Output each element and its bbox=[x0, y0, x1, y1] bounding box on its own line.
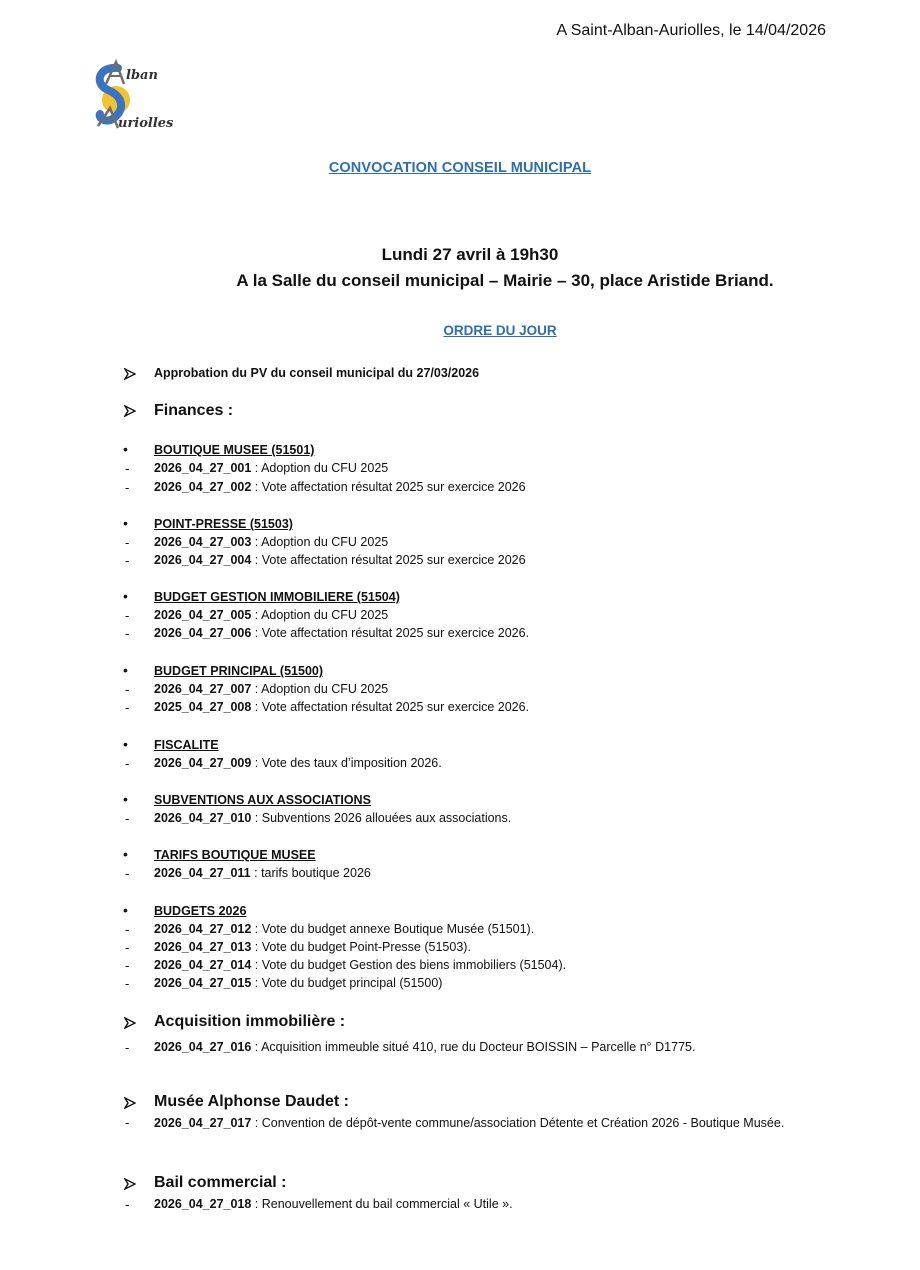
dash-bullet: - bbox=[125, 866, 130, 881]
dash-bullet: - bbox=[125, 976, 130, 991]
item-text: Adoption du CFU 2025 bbox=[261, 535, 389, 549]
bullet-dot-icon: • bbox=[123, 662, 128, 678]
dash-bullet: - bbox=[125, 700, 130, 715]
agenda-item bbox=[154, 756, 442, 770]
item-sep: : bbox=[251, 480, 262, 494]
dash-bullet: - bbox=[125, 756, 130, 771]
item-text: Vote affectation résultat 2025 sur exercice 2026 bbox=[261, 480, 526, 494]
item-text: Adoption du CFU 2025 bbox=[261, 682, 389, 696]
section-title-budgets-2026: BUDGETS 2026 bbox=[154, 904, 247, 918]
date-line: A Saint-Alban-Auriolles, le 14/04/2026 bbox=[556, 22, 826, 39]
bullet-dot-icon: • bbox=[123, 902, 128, 918]
agenda-item bbox=[154, 626, 529, 640]
item-sep: : bbox=[251, 1040, 262, 1054]
item-code: 2026_04_27_009 bbox=[154, 756, 252, 770]
dash-bullet: - bbox=[125, 811, 130, 826]
item-sep: : bbox=[251, 958, 262, 972]
item-sep: : bbox=[251, 626, 262, 640]
item-code: 2026_04_27_010 bbox=[154, 811, 252, 825]
agenda-item bbox=[154, 480, 526, 494]
dash-bullet: - bbox=[125, 553, 130, 568]
bullet-dot-icon: • bbox=[123, 588, 128, 604]
item-sep: : bbox=[251, 608, 262, 622]
section-title-fiscalite: FISCALITE bbox=[154, 738, 219, 752]
arrow-bullet-icon bbox=[124, 404, 138, 422]
item-code: 2026_04_27_007 bbox=[154, 682, 252, 696]
item-code: 2026_04_27_006 bbox=[154, 626, 252, 640]
dash-bullet: - bbox=[125, 958, 130, 973]
arrow-bullet-icon bbox=[124, 1016, 138, 1034]
item-text: Vote du budget Gestion des biens immobiliers (51504). bbox=[261, 958, 567, 972]
finances-heading: Finances : bbox=[154, 402, 234, 419]
bullet-dot-icon: • bbox=[123, 736, 128, 752]
item-sep: : bbox=[250, 866, 262, 880]
item-text: tarifs boutique 2026 bbox=[261, 866, 371, 880]
agenda-item bbox=[154, 553, 526, 567]
agenda-item bbox=[154, 1113, 846, 1133]
item-sep: : bbox=[251, 811, 262, 825]
agenda-item bbox=[154, 866, 371, 880]
agenda-item bbox=[154, 958, 566, 972]
item-text: Vote du budget annexe Boutique Musée (51501). bbox=[261, 922, 535, 936]
item-text: Vote du budget Point-Presse (51503). bbox=[261, 940, 471, 954]
agenda-item bbox=[154, 811, 511, 825]
bullet-dot-icon: • bbox=[123, 791, 128, 807]
section-title-budget-principal: BUDGET PRINCIPAL (51500) bbox=[154, 664, 324, 678]
section-title-boutique-musee: BOUTIQUE MUSEE (51501) bbox=[154, 443, 315, 457]
item-code: 2026_04_27_011 bbox=[154, 866, 251, 880]
dash-bullet: - bbox=[125, 461, 130, 476]
logo-text-top: lban bbox=[126, 68, 158, 83]
approbation-item: Approbation du PV du conseil municipal du 27/03/2026 bbox=[154, 366, 480, 380]
item-code: 2026_04_27_012 bbox=[154, 922, 252, 936]
agenda-item bbox=[154, 682, 388, 696]
item-code: 2026_04_27_013 bbox=[154, 940, 252, 954]
item-sep: : bbox=[251, 940, 262, 954]
bail-heading: Bail commercial : bbox=[154, 1174, 287, 1191]
dash-bullet: - bbox=[125, 1197, 130, 1212]
dash-bullet: - bbox=[125, 608, 130, 623]
arrow-bullet-icon bbox=[124, 1177, 138, 1195]
agenda-item bbox=[154, 1040, 695, 1054]
musee-heading: Musée Alphonse Daudet : bbox=[154, 1093, 349, 1110]
dash-bullet: - bbox=[125, 1040, 130, 1055]
item-code: 2026_04_27_005 bbox=[154, 608, 252, 622]
dash-bullet: - bbox=[125, 626, 130, 641]
item-text: Acquisition immeuble situé 410, rue du Docteur BOISSIN – Parcelle n° D1775. bbox=[261, 1040, 696, 1054]
agenda-item bbox=[154, 940, 471, 954]
bullet-dot-icon: • bbox=[123, 846, 128, 862]
item-text: Vote affectation résultat 2025 sur exercice 2026 bbox=[261, 553, 526, 567]
agenda-item bbox=[154, 922, 534, 936]
commune-logo bbox=[92, 56, 192, 138]
bullet-dot-icon: • bbox=[123, 515, 128, 531]
arrow-bullet-icon bbox=[124, 367, 138, 385]
agenda-item bbox=[154, 535, 388, 549]
document-title bbox=[0, 159, 920, 177]
item-text: Adoption du CFU 2025 bbox=[261, 608, 389, 622]
item-text: Subventions 2026 allouées aux associations. bbox=[261, 811, 512, 825]
item-sep: : bbox=[251, 976, 262, 990]
dash-bullet: - bbox=[125, 922, 130, 937]
item-code: 2026_04_27_004 bbox=[154, 553, 252, 567]
item-sep: : bbox=[251, 922, 262, 936]
arrow-bullet-icon bbox=[124, 1096, 138, 1114]
item-code: 2026_04_27_002 bbox=[154, 480, 252, 494]
item-sep: : bbox=[251, 682, 262, 696]
section-title-subventions: SUBVENTIONS AUX ASSOCIATIONS bbox=[154, 793, 371, 807]
item-text: Convention de dépôt-vente commune/association Détente et Création 2026 - Boutique Musée. bbox=[261, 1116, 785, 1130]
section-title-point-presse: POINT-PRESSE (51503) bbox=[154, 517, 293, 531]
item-text: Renouvellement du bail commercial « Utile ». bbox=[261, 1197, 513, 1211]
dash-bullet: - bbox=[125, 480, 130, 495]
item-code: 2026_04_27_016 bbox=[154, 1040, 252, 1054]
agenda-item bbox=[154, 1197, 513, 1211]
item-text: Vote des taux d’imposition 2026. bbox=[261, 756, 442, 770]
dash-bullet: - bbox=[125, 535, 130, 550]
bullet-dot-icon: • bbox=[123, 441, 128, 457]
section-title-gestion-immobiliere: BUDGET GESTION IMMOBILIERE (51504) bbox=[154, 590, 400, 604]
section-title-tarifs: TARIFS BOUTIQUE MUSEE bbox=[154, 848, 316, 862]
item-sep: : bbox=[251, 535, 262, 549]
meeting-date-time: Lundi 27 avril à 19h30 bbox=[381, 245, 559, 264]
item-code: 2025_04_27_008 bbox=[154, 700, 252, 714]
item-text: Vote du budget principal (51500) bbox=[261, 976, 443, 990]
logo-text-bottom: uriolles bbox=[118, 116, 174, 131]
dash-bullet: - bbox=[125, 1115, 130, 1130]
item-text: Vote affectation résultat 2025 sur exercice 2026. bbox=[261, 626, 530, 640]
item-code: 2026_04_27_003 bbox=[154, 535, 252, 549]
dash-bullet: - bbox=[125, 682, 130, 697]
item-text: Vote affectation résultat 2025 sur exercice 2026. bbox=[261, 700, 530, 714]
item-sep: : bbox=[251, 1116, 262, 1130]
agenda-item bbox=[154, 700, 529, 714]
item-code: 2026_04_27_015 bbox=[154, 976, 252, 990]
item-sep: : bbox=[251, 756, 262, 770]
acquisition-heading: Acquisition immobilière : bbox=[154, 1013, 346, 1030]
agenda-item bbox=[154, 608, 388, 622]
item-sep: : bbox=[251, 1197, 262, 1211]
item-code: 2026_04_27_001 bbox=[154, 461, 252, 475]
item-text: Adoption du CFU 2025 bbox=[261, 461, 389, 475]
document-title-text: CONVOCATION CONSEIL MUNICIPAL bbox=[328, 160, 592, 176]
agenda-item bbox=[154, 976, 442, 990]
dash-bullet: - bbox=[125, 940, 130, 955]
item-sep: : bbox=[251, 700, 262, 714]
item-code: 2026_04_27_017 bbox=[154, 1116, 252, 1130]
item-code: 2026_04_27_018 bbox=[154, 1197, 252, 1211]
meeting-place: A la Salle du conseil municipal – Mairie – 30, place Aristide Briand. bbox=[236, 271, 774, 290]
agenda-heading-text: ORDRE DU JOUR bbox=[443, 323, 557, 338]
agenda-heading bbox=[0, 322, 920, 340]
item-code: 2026_04_27_014 bbox=[154, 958, 252, 972]
agenda-item bbox=[154, 461, 388, 475]
item-sep: : bbox=[251, 461, 262, 475]
item-sep: : bbox=[251, 553, 262, 567]
